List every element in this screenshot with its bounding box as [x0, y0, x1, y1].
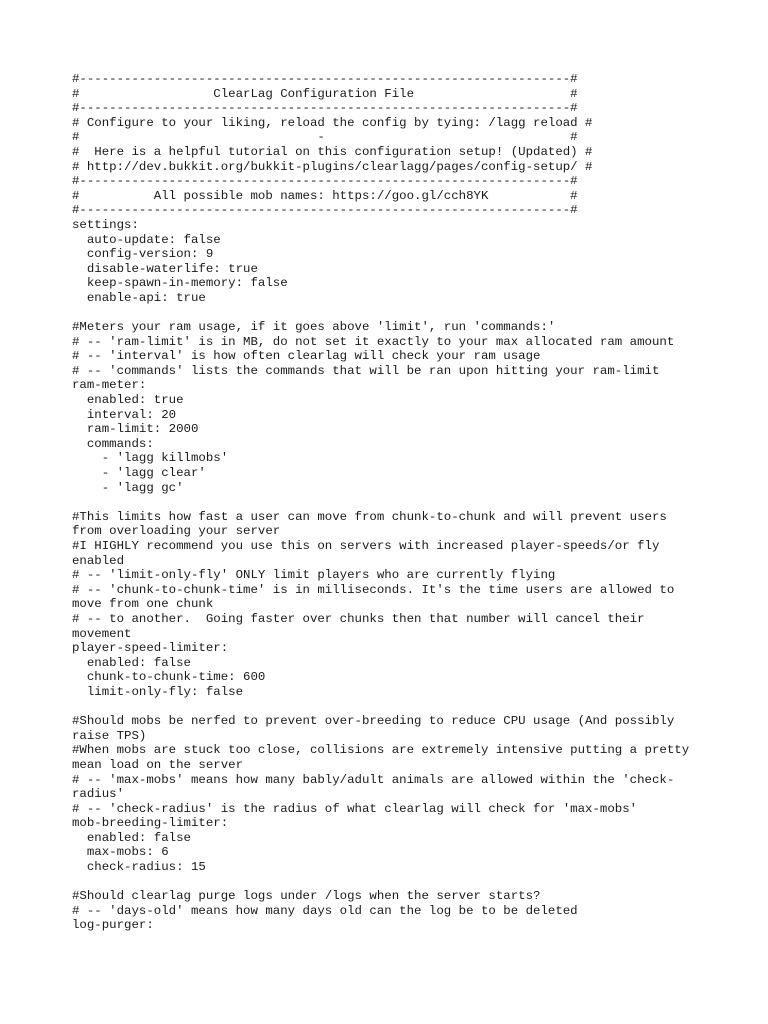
config-line: enable-api: true [72, 290, 206, 305]
config-line: # -- to another. Going faster over chunks then that number will cancel their [72, 611, 645, 626]
config-line [72, 875, 762, 890]
config-line: - 'lagg clear' [72, 466, 206, 481]
config-line: #------------------------------------------------------------------# [72, 101, 578, 116]
config-line: ram-limit: 2000 [72, 422, 199, 437]
config-line: check-radius: 15 [72, 860, 206, 875]
config-line: raise TPS) [72, 728, 147, 743]
config-line: chunk-to-chunk-time: 600 [72, 670, 266, 685]
config-line: # -- 'commands' lists the commands that will be ran upon hitting your ram-limit [72, 363, 660, 378]
config-line: - 'lagg killmobs' [72, 451, 229, 466]
config-line: #This limits how fast a user can move from chunk-to-chunk and will prevent users [72, 509, 667, 524]
config-line: # -- 'interval' is how often clearlag will check your ram usage [72, 349, 541, 364]
config-line: # Configure to your liking, reload the config by tying: /lagg reload # [72, 115, 593, 130]
config-line: disable-waterlife: true [72, 261, 258, 276]
config-line: - 'lagg gc' [72, 480, 184, 495]
config-line: enabled: false [72, 830, 191, 845]
config-line: radius' [72, 787, 125, 802]
config-line: #Should clearlag purge logs under /logs when the server starts? [72, 889, 541, 904]
config-line: move from one chunk [72, 597, 214, 612]
config-line [72, 700, 762, 715]
config-line: log-purger: [72, 918, 154, 933]
config-line: mean load on the server [72, 757, 244, 772]
config-line: enabled: true [72, 393, 184, 408]
config-line: #------------------------------------------------------------------# [72, 72, 578, 86]
config-line: enabled [72, 553, 125, 568]
config-document [72, 72, 762, 933]
config-line: interval: 20 [72, 407, 177, 422]
config-line [72, 495, 762, 510]
config-line: # -- 'max-mobs' means how many bably/adult animals are allowed within the 'check- [72, 772, 675, 787]
config-line: # ClearLag Configuration File # [72, 86, 578, 101]
config-line: player-speed-limiter: [72, 641, 229, 656]
config-line: commands: [72, 436, 154, 451]
config-line: ram-meter: [72, 378, 147, 393]
config-line: #Meters your ram usage, if it goes above 'limit', run 'commands:' [72, 320, 556, 335]
config-line: auto-update: false [72, 232, 221, 247]
config-line: #I HIGHLY recommend you use this on servers with increased player-speeds/or fly [72, 539, 660, 553]
config-line: keep-spawn-in-memory: false [72, 276, 288, 291]
config-line: # -- 'days-old' means how many days old can the log be to be deleted [72, 903, 578, 918]
config-line: #------------------------------------------------------------------# [72, 174, 578, 189]
config-line: # All possible mob names: https://goo.gl/cch8YK # [72, 188, 578, 203]
config-line: from overloading your server [72, 524, 281, 539]
config-line: enabled: false [72, 655, 191, 670]
config-line: # -- 'check-radius' is the radius of what clearlag will check for 'max-mobs' [72, 801, 638, 816]
config-line: settings: [72, 217, 139, 232]
config-line: max-mobs: 6 [72, 845, 169, 860]
config-line: config-version: 9 [72, 247, 214, 262]
config-line: # - # [72, 130, 578, 145]
config-line: # -- 'chunk-to-chunk-time' is in milliseconds. It's the time users are allowed to [72, 582, 675, 597]
config-line: limit-only-fly: false [72, 684, 244, 699]
config-line: mob-breeding-limiter: [72, 816, 229, 831]
config-line: #------------------------------------------------------------------# [72, 203, 578, 218]
config-line: # -- 'ram-limit' is in MB, do not set it exactly to your max allocated ram amount [72, 334, 675, 349]
config-line: #When mobs are stuck too close, collisions are extremely intensive putting a pretty [72, 743, 690, 758]
config-line: movement [72, 626, 132, 641]
config-line: #Should mobs be nerfed to prevent over-breeding to reduce CPU usage (And possibly [72, 714, 675, 729]
config-line: # http://dev.bukkit.org/bukkit-plugins/clearlagg/pages/config-setup/ # [72, 159, 593, 174]
config-line: # Here is a helpful tutorial on this configuration setup! (Updated) # [72, 144, 593, 159]
config-line [72, 306, 762, 321]
config-line: # -- 'limit-only-fly' ONLY limit players who are currently flying [72, 568, 556, 583]
